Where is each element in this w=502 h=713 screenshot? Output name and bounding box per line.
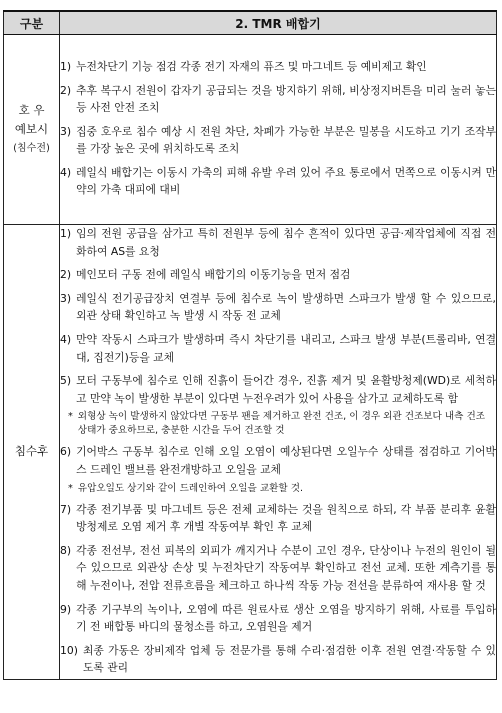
item-number: 9) — [60, 602, 72, 616]
category-line: 침수후 — [14, 444, 49, 459]
item-number: 4) — [60, 165, 72, 179]
item-note — [68, 410, 496, 438]
list-item — [60, 266, 496, 284]
items-cell — [60, 35, 497, 225]
item-number: 2) — [60, 83, 72, 97]
category-cell — [4, 225, 60, 680]
list-item — [60, 542, 496, 595]
list-item — [60, 164, 496, 199]
item-text: 기어박스 구동부 침수로 인해 오일 오염이 예상된다면 오일누수 상태를 점검하고 기어박스 드레인 밸브를 완전개방하고 오일을 교체 — [76, 445, 496, 476]
guideline-table — [3, 10, 497, 680]
item-number: 5) — [60, 374, 72, 388]
list-item — [60, 58, 496, 76]
header-section-title: 2. TMR 배합기 — [60, 11, 497, 35]
note-text: 유압오일도 상기와 같이 드레인하여 오일을 교환할 것. — [77, 482, 304, 494]
group-row-before-flood — [4, 35, 497, 225]
category-line: 호 우 — [18, 103, 45, 117]
category-sub: (침수전) — [13, 143, 50, 154]
item-text: 최종 가동은 장비제작 업체 등 전문가를 통해 수리·점검한 이후 전원 연결·작동할 수 있도록 관리 — [82, 643, 496, 675]
list-item — [60, 601, 496, 636]
item-text: 레일식 전기공급장치 연결부 등에 침수로 녹이 발생하면 스파크가 발생 할 수 있으므로, 외관 상태 확인하고 녹 발생 시 작동 전 교체 — [76, 291, 496, 323]
item-number: 6) — [60, 445, 72, 459]
note-text: 외형상 녹이 발생하지 않았다면 구동부 팬을 제거하고 완전 건조, 이 경우 외관 건조보다 내측 건조 상태가 중요하므로, 충분한 시간을 두어 건조할 것 — [77, 411, 485, 437]
list-item — [60, 372, 496, 407]
note-mark: * — [68, 411, 73, 423]
note-mark: * — [68, 482, 73, 494]
item-text: 메인모터 구동 전에 레일식 배합기의 이동기능을 먼저 점검 — [76, 268, 351, 282]
item-text: 추후 복구시 전원이 갑자기 공급되는 것을 방지하기 위해, 비상정지버튼을 미리 눌러 놓는 등 사전 안전 조치 — [76, 83, 496, 115]
item-note — [68, 482, 496, 496]
item-text: 모터 구동부에 침수로 인해 진흙이 들어간 경우, 진흙 제거 및 윤활방청제(WD)로 세척하고 만약 녹이 발생한 부분이 있다면 누전우려가 있어 사용을 삼가고 교체하도록 함 — [76, 374, 496, 405]
item-text: 각종 기구부의 녹이나, 오염에 따른 원료사료 생산 오염을 방지하기 위해, 사료를 투입하기 전 배합통 바디의 물청소를 하고, 오염원을 제거 — [76, 602, 496, 634]
item-text: 만약 작동시 스파크가 발생하며 즉시 차단기를 내리고, 스파크 발생 부분(트롤리바, 연결대, 집전기)등을 교체 — [76, 332, 496, 364]
list-item — [60, 443, 496, 478]
list-item — [60, 82, 496, 117]
items-cell — [60, 225, 497, 680]
item-text: 임의 전원 공급을 삼가고 특히 전원부 등에 침수 흔적이 있다면 공급·제작업체에 직접 전화하여 AS를 요청 — [76, 227, 496, 258]
group-row-after-flood — [4, 225, 497, 680]
list-item — [60, 225, 496, 260]
item-number: 7) — [60, 502, 72, 516]
list-item — [60, 331, 496, 366]
header-category: 구분 — [4, 11, 60, 35]
item-number: 8) — [60, 543, 72, 557]
item-number: 3) — [60, 124, 72, 138]
list-item — [60, 642, 496, 677]
item-number: 1) — [60, 59, 72, 73]
table-header-row — [4, 11, 497, 35]
list-item — [60, 501, 496, 536]
category-line: 예보시 — [14, 122, 49, 136]
item-text: 집중 호우로 침수 예상 시 전원 차단, 차폐가 가능한 부분은 밀봉을 시도하고 기기 조작부를 가장 높은 곳에 위치하도록 조치 — [76, 124, 496, 156]
item-number: 3) — [60, 291, 72, 305]
item-number: 10) — [60, 643, 78, 657]
list-item — [60, 123, 496, 158]
item-number: 4) — [60, 332, 72, 346]
item-text: 각종 전기부품 및 마그네트 등은 전체 교체하는 것을 원칙으로 하되, 각 부품 분리후 윤활 방청제로 오염 제거 후 개별 작동여부 확인 후 교체 — [76, 502, 496, 534]
item-number: 1) — [60, 227, 72, 240]
list-item — [60, 290, 496, 325]
item-number: 2) — [60, 268, 72, 282]
item-text: 레일식 배합기는 이동시 가축의 피해 유발 우려 있어 주요 통로에서 먼쪽으로 이동시켜 만약의 가축 대피에 대비 — [76, 165, 496, 197]
item-text: 누전차단기 기능 점검 각종 전기 자재의 퓨즈 및 마그네트 등 예비제고 확인 — [76, 59, 427, 73]
category-cell — [4, 35, 60, 225]
item-text: 각종 전선부, 전선 피복의 외피가 깨지거나 수분이 고인 경우, 단상이나 누전의 원인이 될 수 있으므로 외관상 손상 및 누전차단기 작동여부 확인하고 전선 교체. 또한 계측기를 통해 누전이나, 전압 전류흐름을 체크하고 하나씩 작동 가능 전선을 분류하여 재사용 할 것 — [76, 543, 496, 592]
